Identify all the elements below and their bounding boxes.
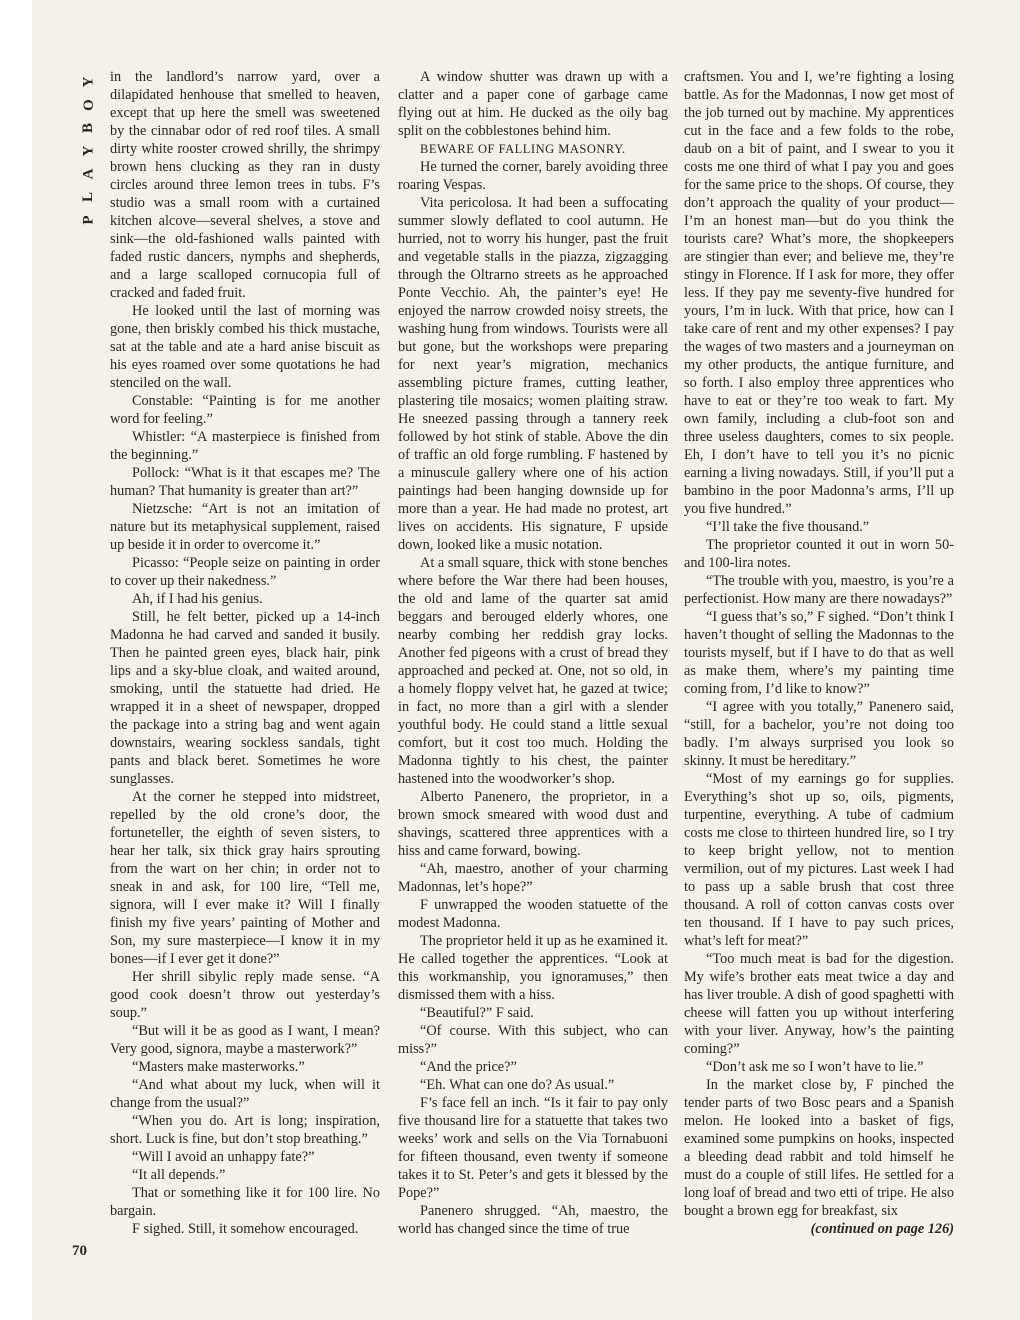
paragraph: At the corner he stepped into midstreet, repelled by the old crone’s door, the fortuneteller, the eighth of seven sisters, to hear her talk, six thick gray hairs sprouting from the wart on her chin; in order not to sneak in and ask, for 100 lire, “Tell me, signora, will I ever make it? Will I finally finish my five years’ painting of Mother and Son, my sure masterpiece—I know it in my bones—if I ever get it done?” [110,789,380,967]
paragraph: A window shutter was drawn up with a clatter and a paper cone of garbage came flying out at him. He ducked as the oily bag split on the cobblestones behind him. [398,69,668,139]
text-column-1 [110,68,380,1238]
scan-margin [0,0,32,1320]
masthead-letter: Y [80,75,97,88]
paragraph: “The trouble with you, maestro, is you’re a perfectionist. How many are there nowadays?” [684,573,954,607]
paragraph: “Eh. What can one do? As usual.” [420,1077,615,1093]
paragraph: “And what about my luck, when will it change from the usual?” [110,1077,380,1111]
paragraph: craftsmen. You and I, we’re fighting a losing battle. As for the Madonnas, I now get most of the job turned out by machine. My apprentices cut in the face and a few folds to the robe, daub on a bit of paint, and I swear to you it costs me one third of what I pay you and goes for the same price to the shops. Of course, they don’t approach the quality of your product—I’m an honest man—but do you think the tourists care? What’s more, the shopkeepers are stingier than ever; and believe me, they’re stingy in Florence. If I ask for more, they offer less. If they pay me seventy-five hundred for yours, I’m in luck. With that price, how can I take care of rent and my other expenses? I pay the wages of two masters and a journeyman on my other products, the antique furniture, and so forth. I also employ three apprentices who have to eat or they’re too weak to fart. My own family, including a club-foot son and three useless daughters, comes to six people. Eh, I don’t have to tell you it’s no picnic earning a living nowadays. Still, if you’ll put a bambino in the poor Madonna’s arms, I’ll up you five hundred.” [684,69,954,517]
paragraph: In the market close by, F pinched the tender parts of two Bosc pears and a Spanish melon. He looked into a basket of figs, examined some pumpkins on hooks, inspected a bleeding dead rabbit and told himself he must do a couple of still lifes. He settled for a long loaf of bread and two etti of tripe. He also bought a brown egg for breakfast, six [684,1077,954,1219]
masthead-letter: A [80,167,97,180]
paragraph: “When you do. Art is long; inspiration, short. Luck is fine, but don’t stop breathing.” [110,1113,380,1147]
paragraph: “Beautiful?” F said. [420,1005,534,1021]
paragraph: Pollock: “What is it that escapes me? The human? That humanity is greater than art?” [110,465,380,499]
paragraph: Still, he felt better, picked up a 14-inch Madonna he had carved and sanded it busily. Then he painted green eyes, black hair, pink lips and a sky-blue cloak, and waited around, smoking, until the statuette had dried. He wrapped it in a sheet of newspaper, dropped the package into a string bag and went again downstairs, wearing sockless sandals, tight pants and black beret. Sometimes he wore sunglasses. [110,609,380,787]
paragraph: “I agree with you totally,” Panenero said, “still, for a bachelor, you’re not doing too badly. I’m always surprised you look so skinny. It must be hereditary.” [684,699,954,769]
paragraph: Alberto Panenero, the proprietor, in a brown smock smeared with wood dust and shavings, scattered three apprentices with a hiss and came forward, bowing. [398,789,668,859]
paragraph: “But will it be as good as I want, I mean? Very good, signora, maybe a masterwork?” [110,1023,380,1057]
paragraph: Ah, if I had his genius. [132,591,263,607]
paragraph: “Don’t ask me so I won’t have to lie.” [706,1059,924,1075]
paragraph: Her shrill sibylic reply made sense. “A good cook doesn’t throw out yesterday’s soup.” [110,969,380,1021]
paragraph: “Most of my earnings go for supplies. Everything’s shot up so, oils, pigments, turpentine, everything. A tube of cadmium costs me close to thirteen hundred lire, so I try to keep bright yellow, not to mention vermilion, out of my pictures. Last week I had to pass up a sable brush that cost three thousand. A roll of cotton canvas costs over ten thousand. If I have to pay such prices, what’s left for meat?” [684,771,954,949]
paragraph: “Will I avoid an unhappy fate?” [132,1149,315,1165]
paragraph: F unwrapped the wooden statuette of the modest Madonna. [398,897,668,931]
paragraph: He turned the corner, barely avoiding three roaring Vespas. [398,159,668,193]
paragraph: The proprietor held it up as he examined it. He called together the apprentices. “Look at this workmanship, you ignoramuses,” then dismissed them with a hiss. [398,933,668,1003]
masthead-letter: B [80,121,97,134]
paragraph: “I guess that’s so,” F sighed. “Don’t think I haven’t thought of selling the Madonnas to the tourists myself, but if I have to do that as well as make them, where’s my painting time coming from, I’d like to know?” [684,609,954,697]
paragraph: “And the price?” [420,1059,517,1075]
paragraph: “Ah, maestro, another of your charming Madonnas, let’s hope?” [398,861,668,895]
masthead-playboy [78,70,100,231]
paragraph: BEWARE OF FALLING MASONRY. [420,142,626,156]
text-column-3 [684,68,954,1238]
paragraph: Whistler: “A masterpiece is finished from the beginning.” [110,429,380,463]
paragraph: Vita pericolosa. It had been a suffocating summer slowly deflated to cool autumn. He hurried, not to worry his hunger, past the fruit and vegetable stalls in the piazza, zigzagging through the Oltrarno streets as he approached Ponte Vecchio. Ah, the painter’s eye! He enjoyed the narrow crowded noisy streets, the washing hung from windows. Tourists were all but gone, but the workshops were preparing for next year’s migration, mechanics assembling picture frames, cutting leather, plastering tile mosaics; women plaiting straw. He sneezed passing through a tannery reek followed by hot stink of stable. Above the din of traffic an old forge rumbling. F hastened by a minuscule gallery where one of his action paintings had been hanging downside up for more than a year. He had made no protest, art lives on accidents. His signature, F upside down, looked like a music notation. [398,195,668,553]
paragraph: “I’ll take the five thousand.” [706,519,870,535]
paragraph: That or something like it for 100 lire. No bargain. [110,1185,380,1219]
paragraph: He looked until the last of morning was gone, then briskly combed his thick mustache, sat at the table and ate a hard anise biscuit as his eyes roamed over some quotations he had stenciled on the wall. [110,303,380,391]
masthead-letter: Y [80,144,97,157]
paragraph: (continued on page 126) [810,1221,954,1237]
paragraph: Constable: “Painting is for me another word for feeling.” [110,393,380,427]
paragraph: The proprietor counted it out in worn 50- and 100-lira notes. [684,537,954,571]
page-number: 70 [72,1243,87,1259]
paragraph: “It all depends.” [132,1167,226,1183]
paragraph: F sighed. Still, it somehow encouraged. [132,1221,359,1237]
text-column-2 [398,68,668,1238]
paragraph: “Of course. With this subject, who can miss?” [398,1023,668,1057]
masthead-letter: L [80,190,97,203]
masthead-letter: P [80,214,97,225]
paragraph: “Too much meat is bad for the digestion. My wife’s brother eats meat twice a day and has liver trouble. A dish of good spaghetti with cheese will fatten you up without interfering with your liver. Anyway, how’s the painting coming?” [684,951,954,1057]
paragraph: Panenero shrugged. “Ah, maestro, the world has changed since the time of true [398,1203,668,1237]
masthead-letter: O [80,98,97,111]
paragraph: “Masters make masterworks.” [132,1059,305,1075]
paragraph: Picasso: “People seize on painting in order to cover up their nakedness.” [110,555,380,589]
paragraph: F’s face fell an inch. “Is it fair to pay only five thousand lire for a statuette that takes two weeks’ work and sells on the Via Tornabuoni for fifteen thousand, even twenty if someone takes it to St. Peter’s and gets it blessed by the Pope?” [398,1095,668,1201]
paragraph: in the landlord’s narrow yard, over a dilapidated henhouse that smelled to heaven, except that up here the smell was sweetened by the cinnabar odor of red roof tiles. A small dirty white rooster crowed shrilly, the shrimpy brown hens clucking as they ran in dusty circles around three lemon trees in tubs. F’s studio was a small room with a curtained kitchen alcove—several shelves, a stove and sink—the old-fashioned walls painted with faded rustic dancers, nymphs and shepherds, and a large scalloped cornucopia full of cracked and faded fruit. [110,69,380,301]
paragraph: At a small square, thick with stone benches where before the War there had been houses, the old and lame of the quarter sat amid beggars and berouged elderly whores, one nearby combing her reddish gray locks. Another fed pigeons with a crust of bread they approached and pecked at. One, not so old, in a homely floppy velvet hat, he gazed at twice; in fact, no more than a girl with a slender youthful body. He could stand a little sexual comfort, but it cost too much. Holding the Madonna tightly to his chest, the painter hastened into the woodworker’s shop. [398,555,668,787]
paragraph: Nietzsche: “Art is not an imitation of nature but its metaphysical supplement, raised up beside it in order to overcome it.” [110,501,380,553]
